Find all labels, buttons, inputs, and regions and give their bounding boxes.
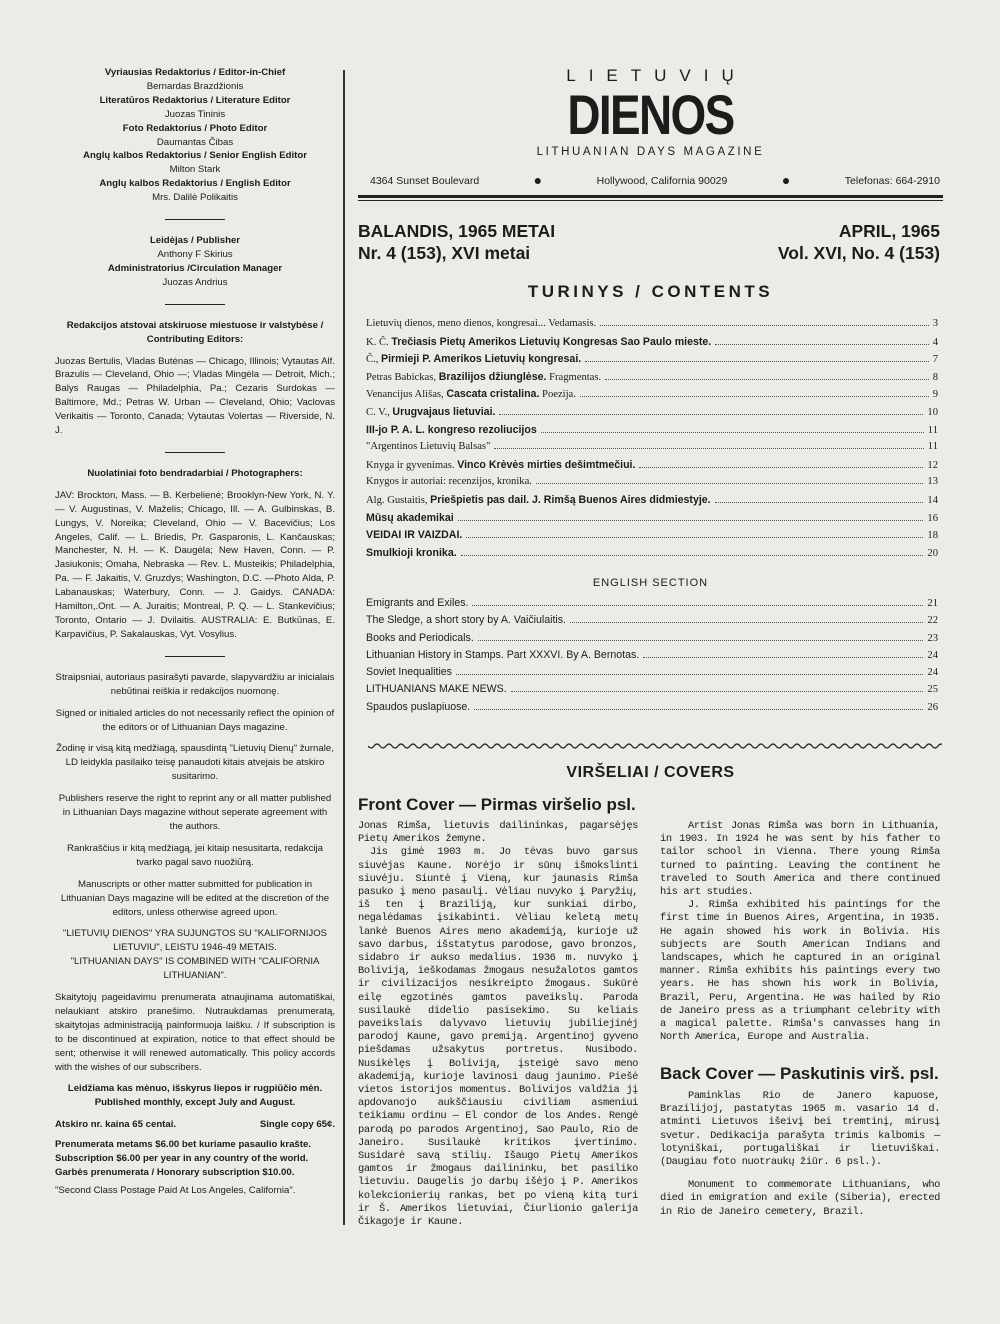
- staff-name: Anthony F Skirius: [157, 248, 233, 260]
- address-line: [370, 172, 940, 188]
- english-section-heading: ENGLISH SECTION: [592, 577, 709, 589]
- divider: [165, 452, 225, 453]
- contents-item: [366, 547, 938, 565]
- contents-item-title: The Sledge, a short story by A. Vaičiulaitis.: [366, 614, 567, 627]
- leader-dots: [461, 555, 924, 556]
- column-divider: [343, 70, 345, 1225]
- contents-item-author: Knygos ir autoriai: recenzijos, kronika.: [366, 476, 532, 488]
- english-contents-item: [366, 597, 938, 614]
- contents-item-heading: Urugvajaus lietuviai.: [392, 405, 496, 418]
- contents-item-title: [366, 441, 490, 452]
- issue-number-lt: Nr. 4 (153), XVI metai: [358, 243, 531, 263]
- english-contents-item: [366, 614, 938, 631]
- page-number: 11: [927, 441, 938, 453]
- paragraph: Jis gimė 1903 m. Jo tėvas buvo garsus siuvėjas Kaune. Norėjo ir sūnų išmokslinti siuvėju. Siuntė į Vieną, kur jaunasis Rimša pasuko į meno pasaulį. Vėliau nuvyko į Paryžių, iš ten į Braziliją, kur sunkiai dirbo, negalėdamas įsikabinti. Vėliau keletą metų lankė Buenos Aires meno akademiją, kurioje už savo darbus, išstatytus parodose, gavo bronzos, sidabro ir aukso medalius. 1936 m. nuvyko į Boliviją, ieškodamas žmogaus nesužalotos gamtos ir civilizacijos nesikreipto žmogaus. Sukūrė eilę egzotinės gamtos paveikslų. Paroda susilaukė didelio pasisekimo. Su keliais paveikslais dalyvavo lietuvių jubiliejinėj parodoj Kaune, gavo premiją. Argentinoj gyveno piešdamas užsakytus portretus. Nusibodo. Nusikėlęs į Boliviją, įsteigė savo meno akademiją, kurioje lavinosi daug jaunimo. Piešė vietos istorijos momentus. Bolivijos valdžia jį apdovanojo aukščiausiu civiliam asmeniui teikiamu ordinu — El condor de los Andes. Rengė parodą po parodos Argentinoj, Sao Paulo, Rio de Janeiro. Susilaukė kritikos įvertinimo. Susidarė savą stilių. Išaugo Pietų Amerikos gamtos ir žmogaus dailininku, bet pasiliko lietuviu. Daugelis jo darbų išėjo į P. Amerikos kolekcionierių rankas, bet po vieną kitą turi ir Š. Amerikos lietuviai, Čiurlionio galerija Čikagoje ir Kaune.: [358, 846, 638, 1229]
- english-contents-list: [366, 597, 938, 718]
- price-en: Single copy 65¢.: [259, 1119, 335, 1131]
- contents-item: [366, 353, 938, 371]
- contents-item-title: [366, 494, 711, 506]
- page-number: 11: [927, 424, 938, 436]
- contents-title: TURINYS / CONTENTS: [527, 282, 774, 301]
- page-number: 20: [927, 547, 938, 559]
- contents-item-heading: Trečiasis Pietų Amerikos Lietuvių Kongresas Sao Paulo mieste.: [391, 335, 712, 348]
- english-contents-item: [366, 701, 938, 718]
- bullet-icon: ●: [781, 172, 791, 188]
- english-contents-item: [366, 666, 938, 683]
- leader-dots: [466, 537, 923, 538]
- staff-role: Leidėjas / Publisher: [149, 235, 241, 247]
- wavy-divider: [368, 742, 942, 750]
- contents-item: [366, 318, 938, 336]
- masthead-lietuviu: LIETUVIŲ: [566, 66, 747, 85]
- contents-item: [366, 406, 938, 424]
- leader-dots: [639, 467, 923, 468]
- page-number: 7: [932, 354, 938, 366]
- staff-name: Daumantas Čibas: [156, 136, 234, 148]
- contents-item-title: [366, 529, 462, 541]
- contents-item: [366, 476, 938, 494]
- contents-item-heading: Cascata cristalina.: [446, 388, 540, 401]
- divider: [165, 304, 225, 305]
- page-number: 25: [927, 684, 938, 696]
- price-row: [55, 1118, 335, 1132]
- contents-item-title: Lithuanian History in Stamps. Part XXXVI. By A. Bernotas.: [366, 648, 640, 661]
- contents-item-title: Soviet Inequalities: [366, 666, 452, 679]
- leader-dots: [715, 502, 924, 503]
- contents-item-heading: Vinco Krėvės mirties dešimtmečiui.: [457, 458, 636, 471]
- contents-item-title: [366, 476, 532, 487]
- front-cover-lt-text: [358, 820, 638, 1229]
- divider: [165, 656, 225, 657]
- contents-item-title: [366, 336, 711, 348]
- subscription-price: Subscription $6.00 per year in any country of the world.: [55, 1153, 309, 1165]
- issue-number-en: Vol. XVI, No. 4 (153): [777, 243, 940, 263]
- leader-dots: [580, 396, 929, 397]
- contents-item-author: C. V.,: [366, 406, 390, 418]
- staff-role: Foto Redaktorius / Photo Editor: [122, 122, 268, 134]
- front-cover-en-text: [660, 820, 940, 1044]
- page-number: 8: [932, 371, 938, 383]
- contents-item-title: [366, 318, 596, 329]
- leader-dots: [570, 622, 923, 623]
- contents-item-heading: Pirmieji P. Amerikos Lietuvių kongresai.: [381, 353, 582, 366]
- contents-item: [366, 441, 938, 459]
- page-number: 13: [927, 476, 938, 488]
- contents-item: [366, 336, 938, 354]
- photographers-text: JAV: Brockton, Mass. — B. Kerbelienė; Brooklyn-New York, N. Y. — V. Augustinas, V. Maželis; Chicago, Ill. — A. Gulbinskas, B. Lungys, V. Noreika; Cleveland, Ohio — V. Bacevičius; Los Angeles, Calif. — L. Briedis, Pr. Gasparonis, L. Kančauskas; Manchester, N. H. — K. Daugėla; New Haven, Conn. — P. Jasiukonis; Omaha, Nebraska — Rev. L. Musteikis; Philadelphia, Pa. — F. Jakaitis, V. Gruzdys; Washington, D.C. —Photo Alda, P. Labanauskas; Waterbury, Conn. — J. Gaidys. CANADA: Hamilton,.Ont. — A. Juraitis; Montreal, P. Q. — L. Stankevičius; Toronto, Ontario — J. Dvilaitis. AUSTRALIA: E. Butkūnas, E. Karpavičius, P. Sakalauskas, Vyt. Vosylius.: [55, 489, 335, 640]
- page-number: 22: [927, 615, 938, 627]
- contents-item-author: Petras Babickas,: [366, 371, 437, 383]
- contents-item-title: Emigrants and Exiles.: [366, 597, 469, 609]
- contents-item: [366, 388, 938, 406]
- notice-text: Publishers reserve the right to reprint any or all matter published in Lithuanian Days magazine without seperate agreement with the authors.: [58, 793, 332, 832]
- city-address: Hollywood, California 90029: [596, 175, 728, 187]
- contents-list: [366, 318, 938, 564]
- leader-dots: [474, 709, 923, 710]
- paragraph: J. Rimša exhibited his paintings for the first time in Buenos Aires, Argentina, in 1935. He again showed his work in Bolivia. His subjects are South American Indians and landscapes, which he captured in an original manner. Rimša exhibits his paintings every two years. He has shown his work in Bolivia, Brazil, Peru, Argentina. He was hailed by Rio de Janeiro press as a triumphant celebrity with a magical palette. Rimša's canvasses hang in North America, Europe and Australia.: [660, 899, 940, 1044]
- contents-item-genre: Poezija.: [542, 389, 576, 401]
- contents-item: [366, 371, 938, 389]
- front-cover-title: Front Cover — Pirmas viršelio psl.: [358, 795, 636, 814]
- page-number: 12: [927, 459, 938, 471]
- photographers-title: Nuolatiniai foto bendradarbiai / Photographers:: [87, 467, 303, 479]
- staff-name: Juozas Andrius: [162, 276, 228, 288]
- contents-item-heading: Priešpietis pas dail. J. Rimšą Buenos Aires didmiestyje.: [430, 493, 711, 506]
- contents-item-author: Venancijus Ališas,: [366, 389, 444, 401]
- page-number: 4: [932, 336, 938, 348]
- notice-text: Žodinę ir visą kitą medžiagą, spausdintą "Lietuvių Dienų" žurnale, LD leidykla pasilaiko teisę panaudoti kitais atvejais be atskiro susitarimo.: [56, 743, 334, 783]
- masthead: [358, 66, 943, 158]
- issue-date-lt: BALANDIS, 1965 METAI: [358, 221, 556, 241]
- contents-item-title: [366, 459, 635, 471]
- page-number: 18: [927, 530, 938, 542]
- leader-dots: [605, 379, 929, 380]
- staff-role: Anglų kalbos Redaktorius / Senior English Editor: [83, 150, 307, 162]
- contents-item-title: [366, 353, 581, 365]
- staff-role: Anglų kalbos Redaktorius / English Editor: [99, 178, 291, 190]
- notice-text: Signed or initialed articles do not necessarily reflect the opinion of the editors or of Lithuanian Days magazine.: [55, 707, 335, 733]
- street-address: 4364 Sunset Boulevard: [370, 175, 480, 187]
- contents-item-heading: III-jo P. A. L. kongreso rezoliucijos: [366, 423, 537, 436]
- contents-item-heading: Brazilijos džiunglėse.: [438, 370, 547, 383]
- contributing-editors-text: Juozas Bertulis, Vladas Butėnas — Chicago, Illinois; Vytautas Alf. Brazulis — Cleveland, Ohio —; Vladas Mingėla — Detroit, Mich.; Balys Raugas — Philadelphia, Pa.; Cezaris Surdokas — Baltimore, Md.; Petras W. Urban — Cleveland, Ohio; Vaclovas Verikaitis — Toronto, Canada; Vytautas Volertas — Riverside, N. J.: [55, 355, 335, 437]
- staff-role: Vyriausias Redaktorius / Editor-in-Chief: [104, 67, 286, 78]
- paragraph: Jonas Rimša, lietuvis dailininkas, pagarsėjęs Pietų Amerikos žemyne.: [358, 820, 638, 846]
- notice-text: "LIETUVIŲ DIENOS" YRA SUJUNGTOS SU "KALIFORNIJOS LIETUVIU", LEISTU 1946-49 METAIS.: [62, 928, 328, 954]
- page-number: 23: [927, 632, 938, 644]
- masthead-subtitle: LITHUANIAN DAYS MAGAZINE: [536, 146, 765, 158]
- contents-item-genre: Fragmentas.: [549, 371, 602, 383]
- leader-dots: [511, 691, 924, 692]
- contents-item-heading: VEIDAI IR VAIZDAI.: [366, 529, 463, 542]
- leader-dots: [499, 414, 923, 415]
- contents-item-title: LITHUANIANS MAKE NEWS.: [366, 683, 507, 696]
- masthead-rule: [358, 200, 943, 201]
- contents-item-title: [366, 371, 601, 383]
- back-cover-title: Back Cover — Paskutinis virš. psl.: [660, 1064, 939, 1083]
- subscription-notice: Skaitytojų pageidavimu prenumerata atnaujinama automatiškai, nelaukiant atskiro pranešimo. Nutraukdamas prenumeratą, skaitytojas administraciją painformuoja laišku. / If subscription is to be discontinued at expiration, notice to that effect should be sent; otherwise it will renewed automatically. This policy accords with the wishes of our subscribers.: [55, 992, 335, 1073]
- contents-item-author: Alg. Gustaitis,: [366, 494, 428, 506]
- notice-text: Rankraščius ir kitą medžiagą, jei kitaip nesusitarta, redakcija tvarko pagal savo nuožiūrą.: [67, 842, 323, 868]
- honorary-subscription: Garbės prenumerata / Honorary subscription $10.00.: [55, 1167, 295, 1178]
- paragraph: Monument to commemorate Lithuanians, who died in emigration and exile (Siberia), erected in Rio de Janeiro cemetery, Brazil.: [660, 1179, 940, 1218]
- leader-dots: [458, 520, 924, 521]
- page-number: 9: [932, 389, 938, 401]
- notice-text: Manuscripts or other matter submitted for publication in Lithuanian Days magazine will be edited at the discretion of the editors, unless otherwise agreed upon.: [60, 878, 330, 918]
- contents-item-title: [366, 512, 454, 524]
- issue-date-en: APRIL, 1965: [838, 221, 940, 241]
- contents-item-title: [366, 406, 495, 418]
- contents-item-heading: Smulkioji kronika.: [366, 546, 457, 559]
- page-number: 24: [927, 649, 938, 661]
- page-number: 26: [927, 701, 938, 713]
- leader-dots: [494, 448, 923, 449]
- phone-number: Telefonas: 664-2910: [844, 175, 940, 187]
- contents-item-title: Books and Periodicals.: [366, 631, 474, 644]
- english-contents-item: [366, 632, 938, 649]
- contents-item-heading: Mūsų akademikai: [366, 511, 454, 524]
- staff-name: Juozas Tininis: [164, 108, 226, 120]
- contents-item-author: K. Č.: [366, 336, 389, 348]
- issue-info: [358, 220, 940, 264]
- page-number: 3: [932, 318, 938, 329]
- leader-dots: [478, 640, 924, 641]
- page-number: 10: [927, 406, 938, 418]
- staff-role: Literatūros Redaktorius / Literature Editor: [99, 94, 291, 106]
- postage-note: "Second Class Postage Paid At Los Angeles, California".: [55, 1184, 296, 1196]
- subscription-price: Prenumerata metams $6.00 bet kuriame pasaulio krašte.: [55, 1139, 311, 1151]
- contents-item-title: Spaudos puslapiuose.: [366, 700, 471, 713]
- page-number: 21: [927, 598, 938, 609]
- contents-item: [366, 494, 938, 512]
- leader-dots: [541, 432, 924, 433]
- paragraph: Paminklas Rio de Janero kapuose, Brazilijoj, pastatytas 1965 m. vasario 14 d. atminti Lietuvos išeivį bei tremtinį, mirusį svetur. Dedikacija parašyta trimis kalbomis — lotyniškai, portugališkai ir lietuviškai. (Daugiau foto nuotraukų žiūr. 6 psl.).: [660, 1090, 940, 1169]
- leader-dots: [600, 325, 929, 326]
- contents-item-author: Knyga ir gyvenimas.: [366, 459, 455, 471]
- staff-name: Mrs. Dalilė Polikaitis: [152, 192, 238, 204]
- english-contents-item: [366, 683, 938, 700]
- page-number: 14: [927, 494, 938, 506]
- leader-dots: [585, 361, 928, 362]
- back-cover-text: [660, 1090, 940, 1229]
- leader-dots: [715, 344, 928, 345]
- contents-item: [366, 424, 938, 442]
- bullet-icon: ●: [533, 172, 543, 188]
- notice-text: Straipsniai, autoriaus pasirašyti pavarde, slapyvardžiu ar inicialais nebūtinai reiškia ir redakcijos nuomonę.: [55, 671, 335, 697]
- staff-block: [55, 66, 335, 205]
- contents-item-title: [366, 388, 576, 400]
- contents-item-title: [366, 547, 457, 559]
- contents-item: [366, 529, 938, 547]
- contents-item: [366, 512, 938, 530]
- masthead-rule: [358, 195, 943, 198]
- masthead-credits: [55, 66, 335, 1198]
- contents-item-author: Lietuvių dienos, meno dienos, kongresai... Vedamasis.: [366, 318, 597, 329]
- contents-item-author: Č.,: [366, 354, 379, 366]
- leader-dots: [643, 657, 923, 658]
- paragraph: Artist Jonas Rimša was born in Lithuania, in 1903. In 1924 he was sent by his father to tailor school in Vienna. There young Rimša turned to painting. Leaving the continent he traveled to South America and there continued his art studies.: [660, 820, 940, 899]
- contributing-editors-title: Redakcijos atstovai atskiruose miestuose ir valstybėse / Contributing Editors:: [66, 319, 324, 345]
- notice-text: "LITHUANIAN DAYS" IS COMBINED WITH "CALIFORNIA LITHUANIAN".: [70, 956, 320, 982]
- leader-dots: [536, 483, 923, 484]
- masthead-dienos-logo: DIENOS: [567, 83, 734, 146]
- contents-item: [366, 459, 938, 477]
- page-number: 16: [927, 512, 938, 524]
- price-lt: Atskiro nr. kaina 65 centai.: [55, 1119, 177, 1131]
- leader-dots: [472, 605, 923, 606]
- divider: [165, 219, 225, 220]
- english-contents-item: [366, 649, 938, 666]
- page-number: 24: [927, 667, 938, 679]
- publication-schedule: Leidžiama kas mėnuo, išskyrus liepos ir rugpiūčio mėn. Published monthly, except July and August.: [67, 1083, 323, 1109]
- staff-name: Bernardas Brazdžionis: [146, 80, 244, 92]
- contents-item-title: [366, 424, 537, 436]
- staff-role: Administratorius /Circulation Manager: [107, 262, 283, 274]
- publisher-block: [55, 234, 335, 290]
- covers-title: VIRŠELIAI / COVERS: [566, 764, 735, 781]
- contents-item-author: "Argentinos Lietuvių Balsas": [366, 441, 491, 453]
- leader-dots: [456, 674, 923, 675]
- staff-name: Milton Stark: [169, 164, 221, 176]
